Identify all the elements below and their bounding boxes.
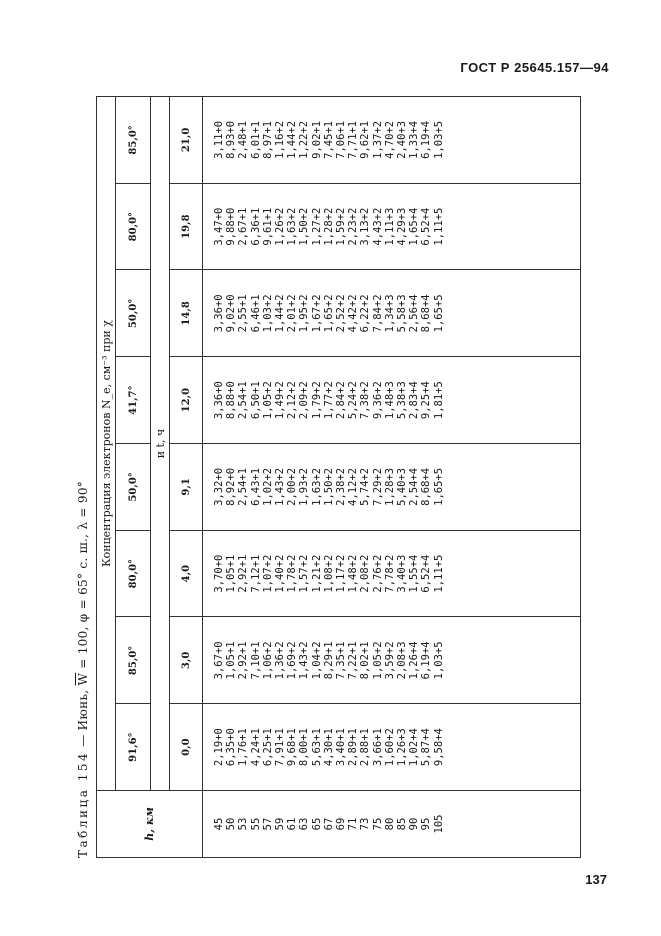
concentration-value: 2,48+1 [237,120,250,159]
concentration-value: 6,19+4 [420,120,433,159]
concentration-value: 2,40+3 [396,120,409,159]
concentration-value: 5,24+2 [347,381,360,420]
concentration-value: 1,55+4 [408,554,421,593]
concentration-value: 1,95+2 [298,294,311,333]
concentration-value: 9,58+4 [432,728,445,767]
t-header-cell: 21,0 [170,97,203,184]
concentration-value: 7,84+2 [371,294,384,333]
concentration-column [203,97,581,184]
concentration-value: 1,05+2 [261,381,274,420]
concentration-value: 5,38+3 [396,381,409,420]
concentration-value: 1,07+2 [261,554,274,593]
t-header-cell: 0,0 [170,704,203,791]
h-value: 53 [237,817,250,831]
concentration-value: 9,02+1 [310,120,323,159]
concentration-value: 1,34+3 [383,294,396,333]
concentration-value: 8,97+1 [261,120,274,159]
concentration-value: 2,55+1 [237,294,250,333]
concentration-value: 1,06+2 [261,641,274,680]
concentration-value: 1,65+5 [432,294,445,333]
concentration-value: 7,45+1 [322,120,335,159]
h-value: 105 [432,814,445,834]
concentration-value: 1,65+5 [432,467,445,506]
chi-header-cell: 80,0° [116,183,151,270]
concentration-value: 7,78+2 [383,554,396,593]
t-header-cell: 3,0 [170,617,203,704]
t-header-cell: 4,0 [170,530,203,617]
concentration-value: 8,68+4 [420,467,433,506]
concentration-column [203,183,581,270]
caption-text: — Июнь, [76,685,90,747]
concentration-value: 7,12+1 [249,554,262,593]
h-value: 95 [420,817,433,831]
concentration-value: 4,42+2 [347,294,360,333]
concentration-column [203,704,581,791]
concentration-value: 1,37+2 [371,120,384,159]
document-header: ГОСТ Р 25645.157—94 [460,60,609,75]
concentration-value: 2,54+1 [237,381,250,420]
concentration-value: 4,24+1 [249,728,262,767]
concentration-value: 2,67+1 [237,207,250,246]
concentration-value: 1,44+2 [274,294,287,333]
concentration-value: 1,59+2 [335,207,348,246]
concentration-value: 1,26+2 [274,207,287,246]
concentration-value: 8,92+0 [225,467,238,506]
concentration-value: 2,54+1 [237,467,250,506]
t-row [170,97,203,858]
concentration-value: 2,89+1 [347,728,360,767]
concentration-value: 2,08+3 [396,641,409,680]
concentration-value: 1,65+2 [322,294,335,333]
concentration-value: 1,43+2 [274,467,287,506]
concentration-value: 4,30+1 [322,728,335,767]
concentration-value: 9,88+0 [225,207,238,246]
concentration-value: 1,67+2 [310,294,323,333]
concentration-value: 3,36+0 [213,294,225,333]
concentration-column [203,270,581,357]
chi-header-cell: 85,0° [116,97,151,184]
concentration-value: 1,03+2 [261,294,274,333]
concentration-value: 4,70+2 [383,120,396,159]
table-caption [76,96,90,858]
concentration-value: 1,17+2 [335,554,348,593]
concentration-value: 2,84+2 [335,381,348,420]
concentration-value: 6,52+4 [420,554,433,593]
concentration-value: 6,50+1 [249,381,262,420]
concentration-value: 1,05+1 [225,641,238,680]
concentration-value: 7,06+1 [335,120,348,159]
concentration-value: 1,02+4 [408,728,421,767]
concentration-value: 1,05+1 [225,554,238,593]
concentration-value: 3,47+0 [213,207,225,246]
group-header: Концентрация электронов N_e, см⁻³ при χ [97,97,116,791]
concentration-value: 7,10+1 [249,641,262,680]
concentration-value: 2,19+0 [213,728,225,767]
concentration-value: 1,36+2 [274,641,287,680]
electron-concentration-table [96,96,581,858]
concentration-value: 1,03+5 [432,120,445,159]
concentration-value: 1,57+2 [298,554,311,593]
concentration-value: 3,32+0 [213,467,225,506]
concentration-value: 5,87+4 [420,728,433,767]
concentration-value: 1,11+5 [432,207,445,246]
concentration-value: 8,93+0 [225,120,238,159]
concentration-value: 1,63+2 [310,467,323,506]
concentration-value: 1,05+2 [371,641,384,680]
chi-header-cell: 91,6° [116,704,151,791]
concentration-value: 1,02+2 [261,467,274,506]
concentration-value: 1,79+2 [310,381,323,420]
concentration-value: 2,23+2 [347,207,360,246]
concentration-value: 1,43+2 [298,641,311,680]
h-value: 73 [359,817,372,831]
concentration-value: 2,92+1 [237,641,250,680]
chi-header-cell: 50,0° [116,270,151,357]
concentration-value: 1,11+3 [383,207,396,246]
concentration-value: 9,25+4 [420,381,433,420]
concentration-value: 6,36+1 [249,207,262,246]
concentration-value: 4,12+2 [347,467,360,506]
concentration-value: 6,46+1 [249,294,262,333]
concentration-value: 1,93+2 [298,467,311,506]
concentration-value: 1,44+2 [286,120,299,159]
h-value: 71 [347,817,360,831]
h-value: 45 [213,817,225,831]
concentration-value: 5,63+1 [310,728,323,767]
concentration-column [203,530,581,617]
h-value: 80 [383,817,396,831]
concentration-value: 1,16+2 [274,120,287,159]
concentration-value: 6,25+1 [261,728,274,767]
concentration-value: 5,58+3 [396,294,409,333]
concentration-value: 6,01+1 [249,120,262,159]
concentration-value: 1,81+5 [432,381,445,420]
concentration-value: 7,91+1 [274,728,287,767]
concentration-value: 9,36+2 [371,381,384,420]
concentration-value: 2,76+2 [371,554,384,593]
concentration-value: 3,59+2 [383,641,396,680]
concentration-value: 9,68+1 [286,728,299,767]
concentration-value: 1,40+2 [274,554,287,593]
concentration-column [203,357,581,444]
chi-header-cell: 85,0° [116,617,151,704]
subgroup-header: и t, ч [151,97,170,791]
concentration-column [203,617,581,704]
concentration-value: 1,28+2 [322,207,335,246]
h-value: 50 [225,817,238,831]
concentration-value: 3,40+3 [396,554,409,593]
concentration-value: 2,92+1 [237,554,250,593]
concentration-value: 7,38+2 [359,381,372,420]
concentration-value: 2,56+4 [408,294,421,333]
concentration-value: 6,43+1 [249,467,262,506]
h-value: 69 [335,817,348,831]
concentration-value: 1,50+2 [322,467,335,506]
concentration-value: 1,50+2 [298,207,311,246]
concentration-value: 3,36+0 [213,381,225,420]
concentration-value: 1,03+5 [432,641,445,680]
concentration-value: 1,48+2 [347,554,360,593]
concentration-value: 2,08+2 [359,554,372,593]
concentration-value: 3,70+0 [213,554,225,593]
data-row [203,97,581,858]
concentration-value: 1,77+2 [322,381,335,420]
concentration-value: 7,29+2 [371,467,384,506]
concentration-value: 2,09+2 [298,381,311,420]
concentration-value: 1,48+3 [383,381,396,420]
concentration-value: 8,00+1 [298,728,311,767]
concentration-value: 2,12+2 [286,381,299,420]
concentration-value: 3,67+0 [213,641,225,680]
concentration-value: 1,28+3 [383,467,396,506]
concentration-value: 1,63+2 [286,207,299,246]
concentration-value: 1,33+4 [408,120,421,159]
concentration-value: 2,88+1 [359,728,372,767]
chi-header-cell: 41,7° [116,357,151,444]
concentration-value: 6,22+2 [359,294,372,333]
caption-rest: = 100, φ = 65° с. ш., λ = 90° [76,480,90,669]
concentration-value: 7,71+1 [347,120,360,159]
concentration-value: 1,76+1 [237,728,250,767]
concentration-value: 3,40+1 [335,728,348,767]
concentration-value: 3,13+2 [359,207,372,246]
h-value: 85 [396,817,409,831]
concentration-value: 2,83+4 [408,381,421,420]
h-value: 75 [371,817,384,831]
concentration-value: 2,54+4 [408,467,421,506]
chi-row [116,97,151,858]
concentration-value: 2,38+2 [335,467,348,506]
concentration-value: 1,22+2 [298,120,311,159]
t-header-cell: 12,0 [170,357,203,444]
h-value: 63 [298,817,311,831]
concentration-value: 1,04+2 [310,641,323,680]
concentration-value: 1,26+3 [396,728,409,767]
h-value: 65 [310,817,323,831]
concentration-value: 5,74+2 [359,467,372,506]
concentration-value: 8,68+4 [420,294,433,333]
concentration-value: 6,52+4 [420,207,433,246]
concentration-value: 1,65+4 [408,207,421,246]
concentration-value: 1,08+2 [322,554,335,593]
concentration-value: 8,29+1 [322,641,335,680]
concentration-value: 1,69+2 [286,641,299,680]
page-number: 137 [585,872,607,887]
concentration-value: 6,19+4 [420,641,433,680]
concentration-value: 1,60+2 [383,728,396,767]
concentration-value: 4,43+2 [371,207,384,246]
concentration-value: 3,11+0 [213,120,225,159]
concentration-value: 1,49+2 [274,381,287,420]
concentration-value: 1,11+5 [432,554,445,593]
concentration-value: 8,02+1 [359,641,372,680]
concentration-value: 3,66+1 [371,728,384,767]
caption-prefix: Таблица 154 [76,750,90,858]
concentration-value: 1,21+2 [310,554,323,593]
h-value: 55 [249,817,262,831]
concentration-value: 9,02+0 [225,294,238,333]
h-values-cell [203,791,581,858]
caption-wbar: $\overline{W}$ [76,672,90,686]
concentration-value: 1,78+2 [286,554,299,593]
h-value: 67 [322,817,335,831]
concentration-value: 2,01+2 [286,294,299,333]
concentration-value: 9,62+1 [359,120,372,159]
concentration-value: 5,40+3 [396,467,409,506]
h-value: 61 [286,817,299,831]
concentration-value: 2,52+2 [335,294,348,333]
h-value: 90 [408,817,421,831]
concentration-column [203,444,581,531]
t-header-cell: 14,8 [170,270,203,357]
rotated-table-area [58,96,614,858]
t-header-cell: 9,1 [170,444,203,531]
t-header-cell: 19,8 [170,183,203,270]
concentration-value: 1,27+2 [310,207,323,246]
chi-header-cell: 80,0° [116,530,151,617]
chi-header-cell: 50,0° [116,444,151,531]
concentration-value: 1,26+4 [408,641,421,680]
concentration-value: 4,29+3 [396,207,409,246]
h-value: 59 [274,817,287,831]
h-column-header: h, км [97,791,203,858]
concentration-value: 7,22+1 [347,641,360,680]
h-value: 57 [261,817,274,831]
concentration-value: 7,35+1 [335,641,348,680]
concentration-value: 8,88+0 [225,381,238,420]
concentration-value: 2,00+2 [286,467,299,506]
concentration-value: 6,35+0 [225,728,238,767]
concentration-value: 9,61+1 [261,207,274,246]
